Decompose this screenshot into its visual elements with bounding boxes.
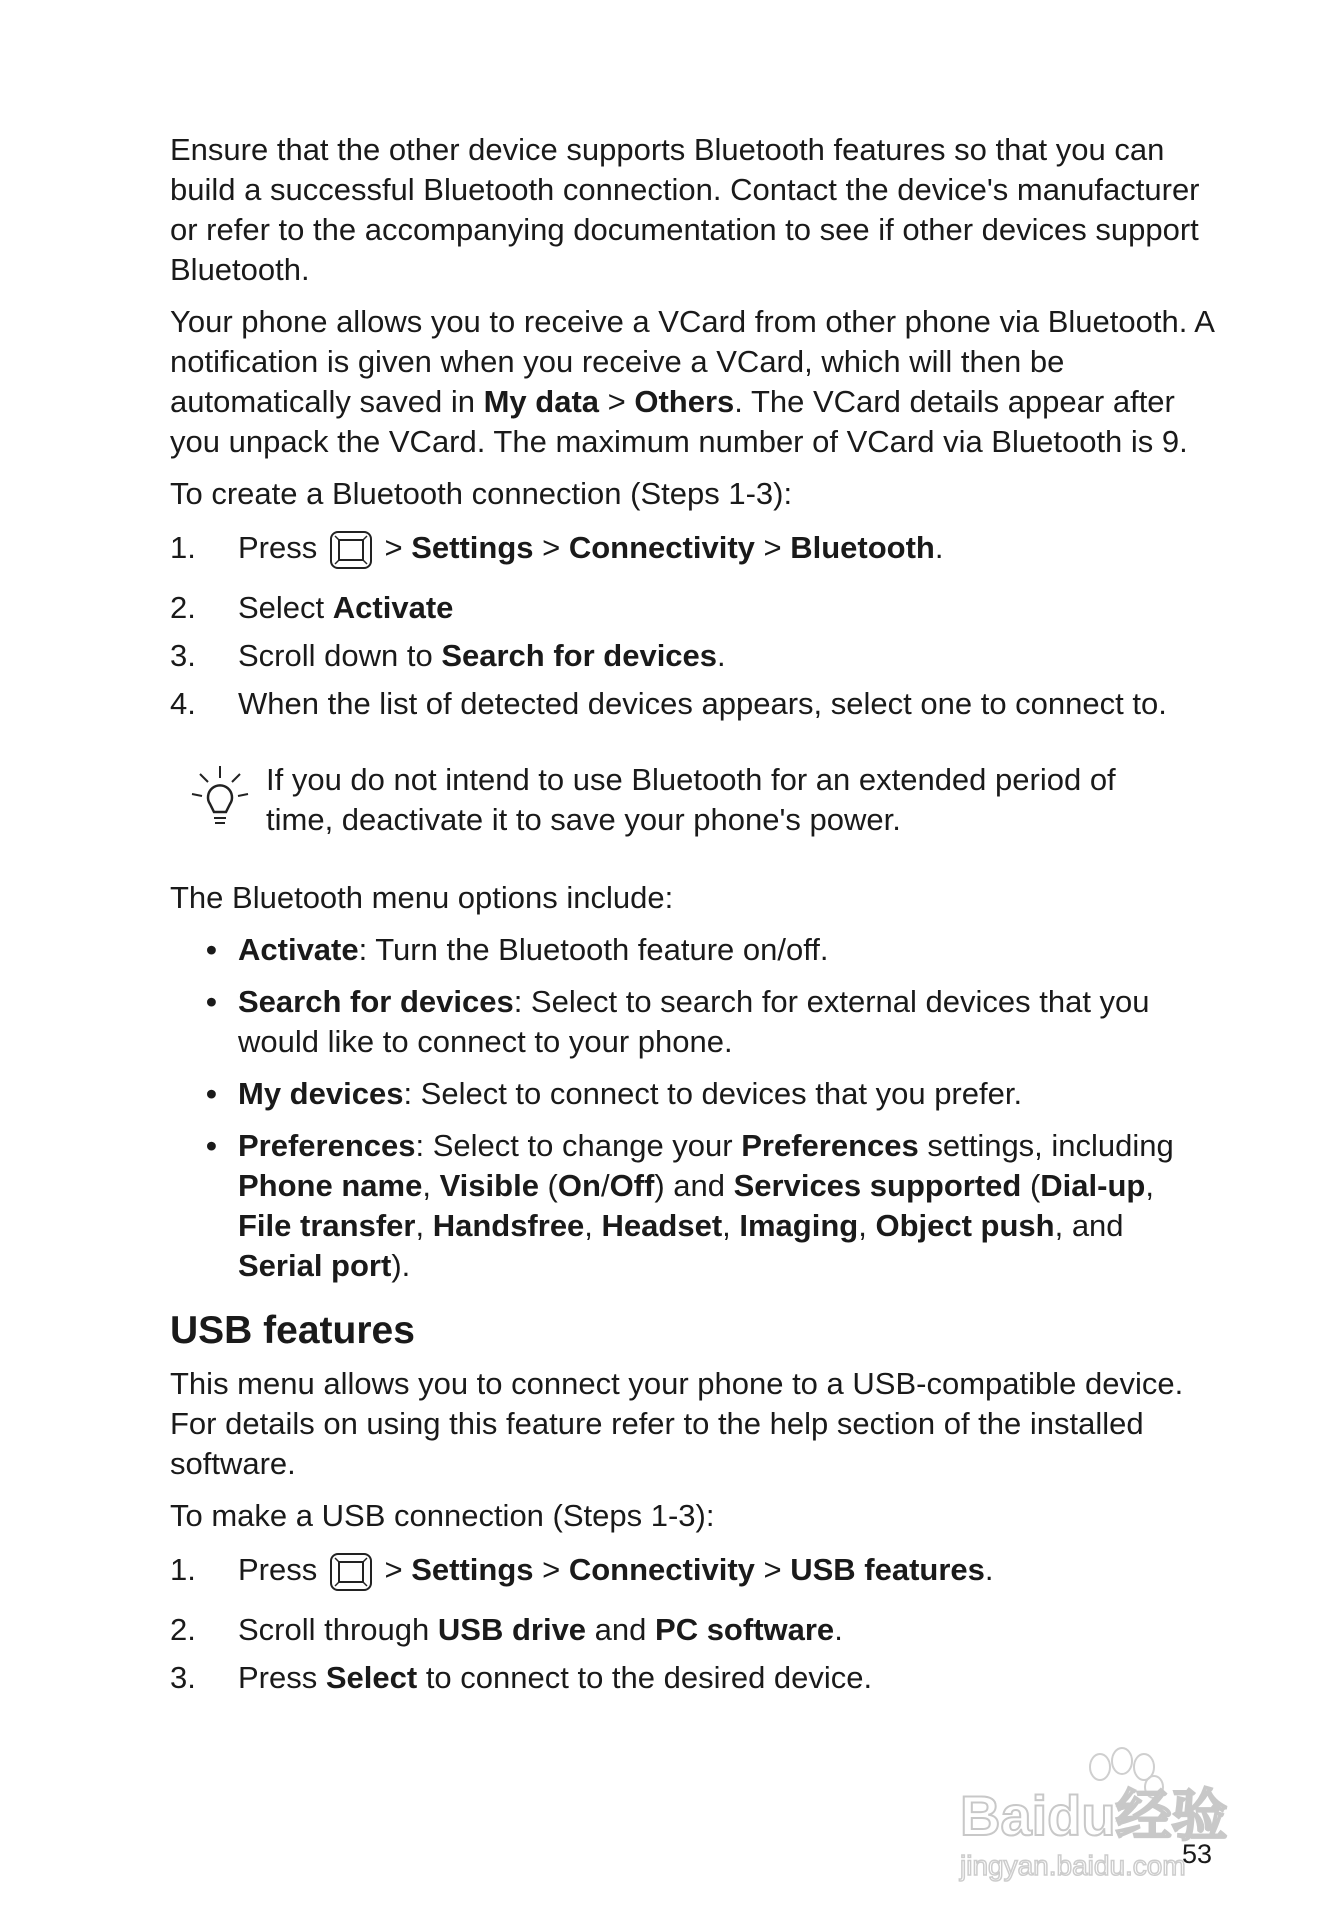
bluetooth-steps: [170, 528, 1215, 724]
usb-steps: [170, 1550, 1215, 1698]
menu-key-icon: [328, 1552, 374, 1592]
page-number: 53: [1182, 1839, 1213, 1869]
intro-paragraph-2: Your phone allows you to receive a VCard from other phone via Bluetooth. A notification is given when you receive a VCard, which will then be automatically saved in My data > Others. The VCard details appear after you unpack the VCard. The maximum number of VCard via Bluetooth is 9.: [170, 304, 1214, 459]
page-content: [170, 130, 1215, 1706]
list-item: • Search for devices: Select to search for external devices that you would like to connect to your phone.: [206, 984, 1150, 1059]
menu-path-my-data: My data: [483, 384, 600, 419]
list-item: • Activate: Turn the Bluetooth feature on/off.: [206, 932, 829, 967]
usb-step-3: 3. Press Select to connect to the desired device.: [170, 1660, 873, 1695]
bluetooth-step-2: 2. Select Activate: [170, 590, 454, 625]
intro-paragraph-1: Ensure that the other device supports Bluetooth features so that you can build a successful Bluetooth connection. Contact the device's manufacturer or refer to the accompanying documentation to see if other devices support Bluetooth.: [170, 132, 1200, 287]
usb-step-1: 1. Press > Settings > Connectivity > USB features.: [170, 1550, 1215, 1592]
usb-section-heading: USB features: [170, 1309, 415, 1352]
watermark-url-text: jingyan.baidu.com: [960, 1850, 1186, 1881]
bluetooth-step-3: 3. Scroll down to Search for devices.: [170, 638, 726, 673]
intro-paragraph-3: To create a Bluetooth connection (Steps 1-3):: [170, 476, 793, 511]
list-item: • My devices: Select to connect to devices that you prefer.: [206, 1076, 1023, 1111]
tip-note: [170, 760, 1215, 840]
lightbulb-icon: [186, 760, 254, 840]
menu-options-list: [170, 930, 1215, 1286]
usb-paragraph-2: To make a USB connection (Steps 1-3):: [170, 1498, 715, 1533]
watermark-logo-text: Baidu经验: [960, 1784, 1228, 1847]
usb-step-2: 2. Scroll through USB drive and PC software.: [170, 1612, 843, 1647]
bluetooth-step-4: 4. When the list of detected devices appears, select one to connect to.: [170, 686, 1167, 721]
menu-path-others: Others: [634, 384, 735, 419]
usb-paragraph-1: This menu allows you to connect your phone to a USB-compatible device. For details on using this feature refer to the help section of the installed software.: [170, 1366, 1184, 1481]
menu-key-icon: [328, 530, 374, 570]
bluetooth-step-1: 1. Press > Settings > Connectivity > Bluetooth.: [170, 528, 1215, 570]
tip-text: If you do not intend to use Bluetooth for an extended period of time, deactivate it to save your phone's power.: [266, 762, 1116, 837]
menu-options-intro: The Bluetooth menu options include:: [170, 880, 674, 915]
list-item: • Preferences: Select to change your Preferences settings, including Phone name, Visible (On/Off) and Services supported (Dial-up, File transfer, Handsfree, Headset, Imaging, Object push, and Serial port).: [206, 1128, 1174, 1283]
